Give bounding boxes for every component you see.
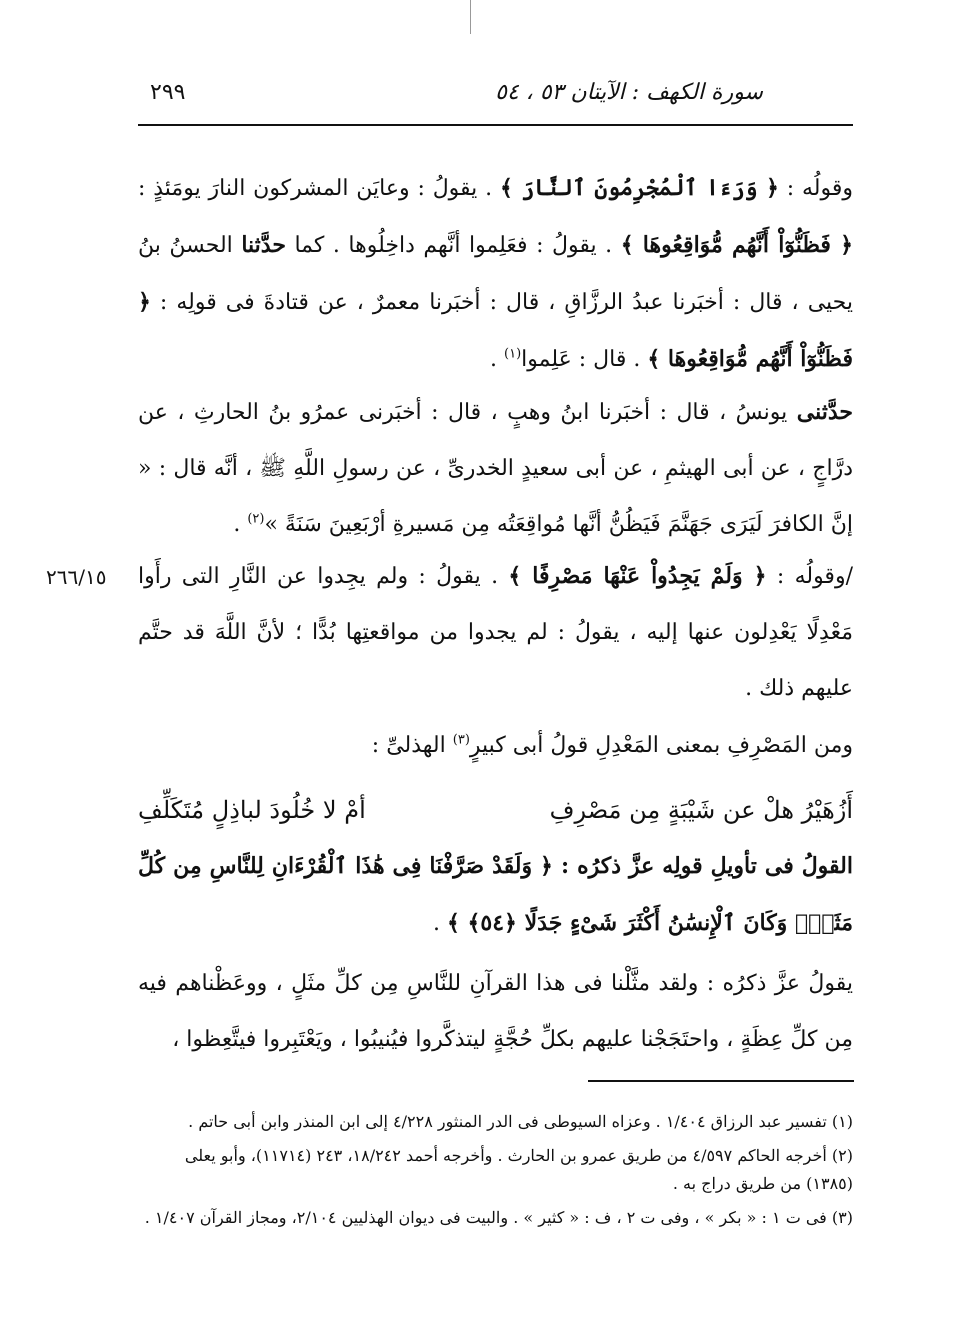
text-run: وقولُه : — [778, 176, 853, 201]
isnad-keyword: حدَّثنى — [796, 399, 853, 425]
footnote-ref-3[interactable]: (٣) — [452, 732, 470, 748]
page-number: ٢٩٩ — [150, 80, 186, 105]
poem-verse — [138, 786, 853, 834]
quran-verse: ﴿ وَرَءَا ٱلْمُجْرِمُونَ ٱلنَّارَ ﴾ — [499, 175, 779, 201]
text-run: ومن المَصْرِفِ بمعنى المَعْدِلِ قولُ أبى كبيرٍ — [469, 733, 853, 758]
text-run: . يقولُ : ولم يجِدوا عن النَّارِ التى رأَوا مَعْدِلًا يَعْدِلون عنها إليه ، يقولُ : لم يجدوا من مواقعتِها بُدًّا ؛ لأنَّ اللَّهَ قد حتَّم عليهم ذلك . — [138, 564, 853, 701]
page-header — [138, 72, 853, 116]
text-run: . يقولُ : وعايَن المشركون النارَ يومَئذٍ : — [138, 176, 500, 201]
text-run: . — [490, 347, 505, 372]
footnote-divider — [588, 1080, 854, 1082]
paragraph-6 — [138, 956, 853, 1068]
paragraph-4 — [138, 718, 853, 774]
paragraph-3 — [138, 548, 853, 717]
quran-verse: ﴿ وَلَمْ يَجِدُواْ عَنْهَا مَصْرِفًا ﴾ — [508, 563, 767, 589]
quran-verse: ﴿ فَظَنُّوٓاْ أَنَّهُم مُّوَاقِعُوهَا ﴾ — [620, 232, 853, 258]
text-run: يقولُ عزَّ ذكرُه : ولقد مثَّلْنا فى هذا القرآنِ للنَّاسِ مِن كلِّ مثَلٍ ، ووعَظْناهم فيه مِن كلِّ عِظَةٍ ، واحتَجَجْنا عليهم بكلِّ حُجَّةٍ ليتذكَّروا فيُنيبُوا ، ويَعْتَبِروا فيتَّعِظوا ، — [138, 971, 853, 1052]
footnote-ref-1[interactable]: (١) — [504, 346, 522, 362]
footnote-3: (٣) فى ت ١ : « بكر » ، وفى ت ٢ ، ف : « كثير » . والبيت فى ديوان الهذليين ٢/١٠٤، ومجاز القرآن ١/٤٠٧ . — [144, 1208, 853, 1227]
header-divider — [138, 124, 853, 126]
text-run: الحسنُ بنُ يحيى ، قال : أخبَرنا عبدُ الرزَّاقِ ، قال : أخبَرنا معمرٌ ، عن قتادةَ فى قولِه : — [138, 233, 853, 315]
text-run: /وقولُه : — [766, 564, 853, 589]
quran-verse: ﴿ وَلَقَدْ صَرَّفْنَا فِى هَٰذَا ٱلْقُرْءَانِ لِلنَّاسِ مِن كُلِّ مَثَلٍۚ وَكَانَ ٱلْإِنسَٰنُ أَكْثَرَ شَىْءٍ جَدَلًا ﴿٥٤﴾ ﴾ — [138, 853, 853, 936]
margin-reference: ٢٦٦/١٥ — [46, 565, 107, 589]
poem-second-hemistich: أمْ لا خُلُودَ لباذِلٍ مُتَكَلِّفِ — [138, 796, 366, 824]
text-run: . قال : عَلِموا — [521, 347, 648, 372]
text-run: يونسُ ، قال : أخبَرنا ابنُ وهبٍ ، قال : أخبَرنى عمرُو بنُ الحارثِ ، عن درَّاجٍ ، عن أبى الهيثمِ ، عن أبى سعيدٍ الخدرىِّ ، عن رسولِ اللَّهِ ﷺ ، أنَّه قال : « إنَّ الكافرَ لَيَرَى جَهَنَّمَ فَيَظُنُّ أنَّها مُواقِعَتُه مِن مَسيرةِ أرْبَعِينَ سَنَةً » — [138, 400, 853, 537]
poem-first-hemistich: أَزُهَيْرُ هلْ عن شَيْبَةٍ مِن مَصْرِفِ — [549, 796, 853, 824]
footnote-ref-2[interactable]: (٢) — [247, 511, 265, 527]
isnad-keyword: حدَّثنا — [241, 232, 286, 258]
paragraph-5-heading — [138, 838, 853, 952]
section-heading: القولُ فى تأويلِ قولِه عزَّ ذكرُه : — [560, 853, 853, 879]
text-run: . — [432, 911, 447, 936]
footnote-2: (٢) أخرجه الحاكم ٤/٥٩٧ من طريق عمرو بن الحارث . وأخرجه أحمد ١٨/٢٤٢، ٢٤٣ (١١٧١٤)، وأبو يعلى (١٣٨٥) من طريق دراج به . — [184, 1146, 853, 1193]
footnote-1: (١) تفسير عبد الرزاق ١/٤٠٤ . وعزاه السيوطى فى الدر المنثور ٤/٢٢٨ إلى ابن المنذر وابن أبى حاتم . — [188, 1112, 853, 1131]
paragraph-1 — [138, 160, 853, 388]
scan-guide-mark — [470, 0, 471, 34]
poem-line — [138, 786, 853, 834]
text-run: الهذلىِّ : — [371, 733, 453, 758]
text-run: . يقولُ : فعَلِموا أنَّهم داخِلُوها . كما — [285, 233, 621, 258]
paragraph-2 — [138, 384, 853, 553]
quran-verse: ﴿ فَظَنُّوٓاْ أَنَّهُم مُّوَاقِعُوهَا ﴾ — [138, 289, 853, 372]
footnotes — [138, 1108, 853, 1238]
running-title: سورة الكهف : الآيتان ٥٣ ، ٥٤ — [495, 80, 763, 105]
text-run: . — [233, 512, 248, 537]
